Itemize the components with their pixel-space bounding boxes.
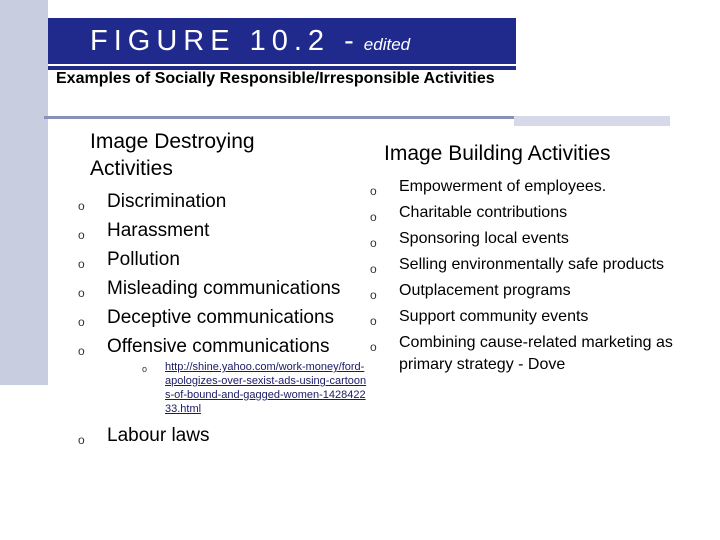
left-decorative-strip	[0, 0, 48, 385]
list-item-text: Pollution	[107, 249, 180, 270]
list-item	[370, 202, 690, 224]
bullet-icon: o	[78, 286, 85, 300]
list-item	[370, 306, 690, 328]
right-column-heading: Image Building Activities	[384, 142, 611, 165]
bullet-icon: o	[78, 228, 85, 242]
list-item-text: Selling environmentally safe products	[399, 256, 665, 273]
list-item-text: Support community events	[399, 308, 589, 325]
slide-title: FIGURE 10.2 -	[90, 24, 360, 57]
bullet-icon: o	[370, 184, 377, 198]
sub-list	[107, 360, 368, 416]
list-item	[78, 190, 368, 213]
image-building-list	[370, 176, 690, 380]
sub-list-item	[107, 360, 368, 416]
list-item	[370, 254, 690, 276]
list-item	[78, 335, 368, 416]
list-item	[370, 228, 690, 250]
bullet-icon: o	[142, 364, 148, 374]
list-item-text: Misleading communications	[107, 278, 341, 299]
reference-link[interactable]: http://shine.yahoo.com/work-money/ford-apologizes-over-sexist-ads-using-cartoons-of-bound-and-gagged-women-142842233.html	[165, 361, 367, 415]
list-item	[370, 332, 690, 376]
slide-title-suffix: edited	[363, 35, 411, 54]
bullet-icon: o	[370, 236, 377, 250]
slide-subtitle: Examples of Socially Responsible/Irresponsible Activities	[56, 70, 495, 87]
list-item	[78, 424, 368, 447]
bullet-icon: o	[78, 257, 85, 271]
bullet-icon: o	[370, 210, 377, 224]
list-item-text: Charitable contributions	[399, 204, 568, 221]
list-item-text: Offensive communications	[107, 336, 330, 357]
left-column-heading: Image Destroying Activities	[90, 130, 255, 180]
list-item-text: Outplacement programs	[399, 282, 571, 299]
list-item-text: Labour laws	[107, 425, 210, 446]
list-item-text: Discrimination	[107, 191, 227, 212]
bullet-icon: o	[370, 314, 377, 328]
list-item	[78, 219, 368, 242]
subtitle-divider-accent	[514, 116, 670, 126]
bullet-icon: o	[78, 315, 85, 329]
list-item	[370, 280, 690, 302]
list-item-text: Combining cause-related marketing as primary strategy - Dove	[399, 334, 673, 373]
bullet-icon: o	[370, 262, 377, 276]
subtitle-divider	[44, 116, 514, 119]
list-item	[370, 176, 690, 198]
title-bar	[48, 18, 516, 64]
list-item	[78, 248, 368, 271]
bullet-icon: o	[78, 199, 85, 213]
image-destroying-list	[78, 190, 368, 453]
list-item	[78, 306, 368, 329]
list-item-text: Harassment	[107, 220, 210, 241]
bullet-icon: o	[370, 288, 377, 302]
bullet-icon: o	[78, 433, 85, 447]
bullet-icon: o	[78, 344, 85, 358]
list-item-text: Sponsoring local events	[399, 230, 569, 247]
list-item-text: Empowerment of employees.	[399, 178, 607, 195]
list-item-text: Deceptive communications	[107, 307, 335, 328]
bullet-icon: o	[370, 340, 377, 354]
list-item	[78, 277, 368, 300]
